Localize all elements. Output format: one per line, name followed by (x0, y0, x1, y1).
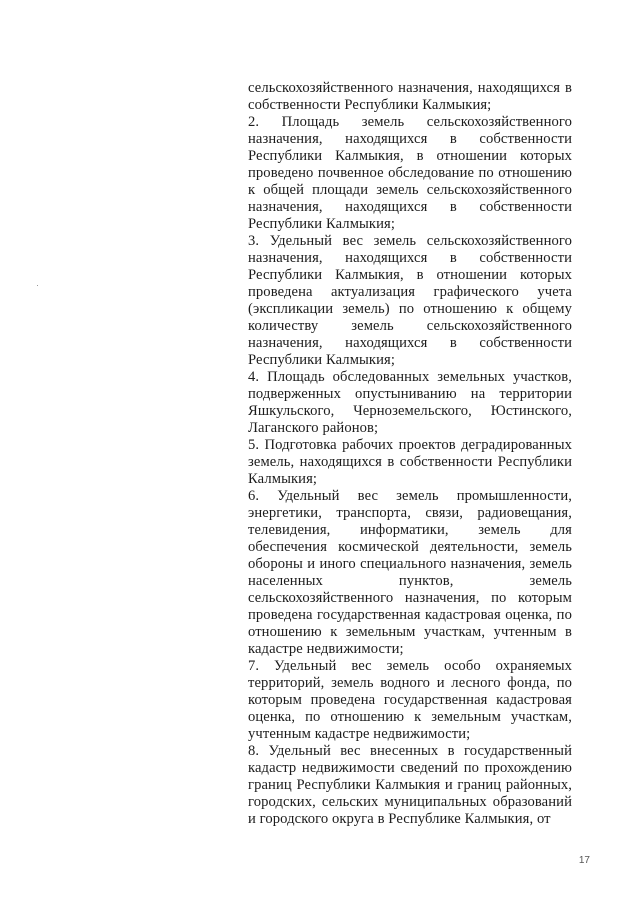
paragraph-item-2: 2. Площадь земель сельскохозяйственного назначения, находящихся в собственности Республики Калмыкия, в отношении которых проведено почвенное обследование по отношению к общей площади земель сельскохозяйственного назначения, находящихся в собственности Республики Калмыкия; (248, 114, 572, 232)
paragraph-item-5: 5. Подготовка рабочих проектов деградированных земель, находящихся в собственности Республики Калмыкия; (248, 437, 572, 487)
paragraph-continuation: сельскохозяйственного назначения, находящихся в собственности Республики Калмыкия; (248, 80, 572, 113)
paragraph-item-7: 7. Удельный вес земель особо охраняемых территорий, земель водного и лесного фонда, по которым проведена государственная кадастровая оценка, по отношению к земельным участкам, учтенным кадастре недвижимости; (248, 658, 572, 742)
paragraph-item-6: 6. Удельный вес земель промышленности, энергетики, транспорта, связи, радиовещания, телевидения, информатики, земель для обеспечения космической деятельности, земель обороны и иного специального назначения, земель населенных пунктов, земель сельскохозяйственного назначения, по которым проведена государственная кадастровая оценка, по отношению к земельным участкам, учтенным в кадастре недвижимости; (248, 488, 572, 657)
paragraph-item-3: 3. Удельный вес земель сельскохозяйственного назначения, находящихся в собственности Республики Калмыкия, в отношении которых проведена актуализация графического учета (экспликации земель) по отношению к общему количеству земель сельскохозяйственного назначения, находящихся в собственности Республики Калмыкия; (248, 233, 572, 368)
scan-speck (37, 285, 38, 286)
text-column (248, 80, 572, 828)
paragraph-item-4: 4. Площадь обследованных земельных участков, подверженных опустыниванию на территории Яшкульского, Черноземельского, Юстинского, Лаганского районов; (248, 369, 572, 436)
page-number: 17 (578, 855, 590, 866)
paragraph-item-8: 8. Удельный вес внесенных в государственный кадастр недвижимости сведений по прохождению границ Республики Калмыкия и границ районных, городских, сельских муниципальных образований и городского округа в Республике Калмыкия, от (248, 743, 572, 827)
